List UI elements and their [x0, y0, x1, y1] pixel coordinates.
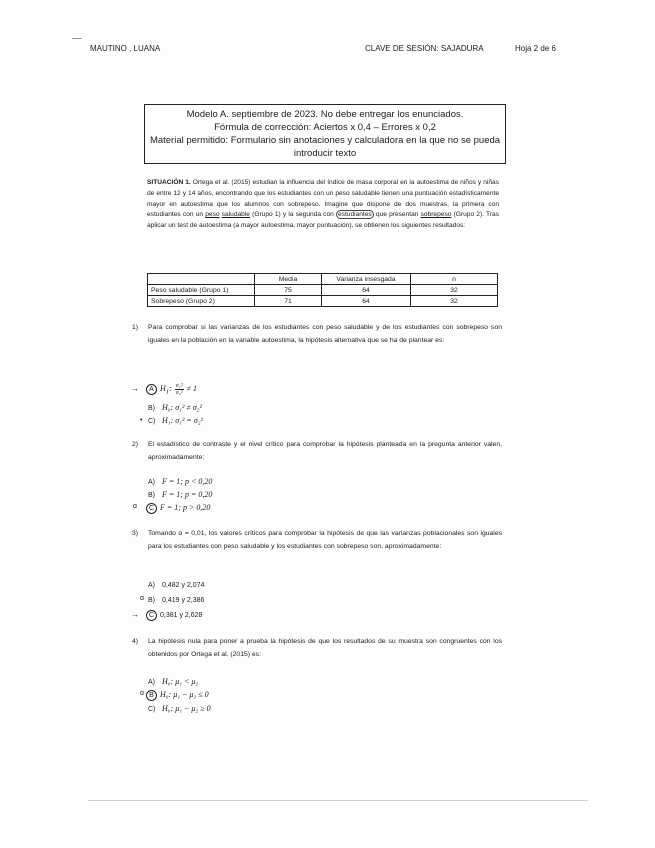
page-number: Hoja 2 de 6 — [515, 44, 556, 53]
question-number: 3) — [132, 530, 139, 537]
option-text: F = 1; p < 0,20 — [162, 477, 213, 486]
option-text: H₁: σ₁² = σ₂² — [162, 416, 203, 425]
option-text: 0,381 y 2,628 — [160, 612, 203, 619]
question-text: La hipótesis nula para poner a prueba la hipótesis de que los resultados de su muestra son congruentes con los obtenidos por Ortega et al. (2015) es: — [148, 638, 502, 658]
option-3c[interactable] — [148, 610, 202, 621]
pen-arrow: → — [131, 610, 139, 619]
table-header: Varianza insesgada — [322, 274, 411, 285]
situation-text: (Grupo 1) y la segunda con — [249, 211, 336, 219]
table-row — [148, 285, 498, 296]
question-4 — [132, 636, 502, 661]
option-math: : — [169, 384, 174, 394]
table-cell: 32 — [411, 296, 498, 307]
option-text: H₀: μ₁ < μ₂ — [162, 677, 199, 686]
table-cell: 32 — [411, 285, 498, 296]
option-3a[interactable] — [148, 581, 204, 591]
option-text: 0,482 y 2,074 — [162, 582, 205, 589]
question-1 — [132, 322, 502, 347]
question-number: 2) — [132, 441, 139, 448]
option-sub: 1 — [165, 388, 170, 396]
results-table — [147, 273, 498, 307]
table-cell: 64 — [322, 296, 411, 307]
formula-line: Fórmula de corrección: Aciertos x 0,4 – Errores x 0,2 — [214, 122, 436, 133]
option-text: H₀: μ₁ − μ₂ ≥ 0 — [162, 704, 211, 713]
question-2 — [132, 439, 502, 464]
option-2a[interactable] — [148, 477, 212, 488]
question-number: 4) — [132, 638, 139, 645]
exam-info-box — [144, 104, 506, 164]
option-letter: C) — [148, 418, 156, 425]
table-row — [148, 296, 498, 307]
answer-circle: A — [146, 384, 157, 395]
option-text: F = 1; p > 0,20 — [160, 503, 211, 512]
underlined-peso: peso — [205, 211, 220, 219]
option-1a[interactable] — [148, 383, 197, 398]
fraction-numerator: σ₁² — [175, 383, 183, 389]
student-name: MAUTINO , LUANA — [90, 44, 161, 53]
question-text: Para comprobar si las varianzas de los estudiantes con peso saludable y de los estudiantes con sobrepeso son iguales en la población en la variable autoestima, la hipótesis alternativa que se ha de plantear es: — [148, 324, 502, 344]
table-cell: Peso saludable (Grupo 1) — [148, 285, 255, 296]
option-letter: A) — [148, 679, 155, 686]
option-2b[interactable] — [148, 490, 212, 501]
question-number: 1) — [132, 324, 139, 331]
table-cell: 75 — [255, 285, 322, 296]
option-4a[interactable] — [148, 677, 198, 688]
fraction-denominator: σ₂² — [175, 390, 183, 396]
option-letter: A) — [148, 582, 155, 589]
pen-dot: • — [140, 417, 143, 424]
option-1c[interactable] — [148, 416, 203, 427]
page-header — [90, 44, 580, 58]
answer-circle: C — [146, 503, 157, 514]
answer-circle: B — [146, 690, 157, 701]
session-key: CLAVE DE SESIÓN: SAJADURA — [365, 44, 484, 53]
table-header — [148, 274, 255, 285]
underlined-saludable: saludable — [221, 211, 250, 219]
table-header: n — [411, 274, 498, 285]
option-text: F = 1; p = 0,20 — [162, 490, 213, 499]
option-letter: C) — [148, 706, 156, 713]
pen-alpha: ɑ — [133, 503, 137, 510]
situation-label: SITUACIÓN 1. — [147, 179, 191, 186]
option-2c[interactable] — [148, 503, 210, 514]
table-cell: Sobrepeso (Grupo 2) — [148, 296, 255, 307]
pen-alpha: ɑ — [140, 595, 144, 602]
option-4c[interactable] — [148, 704, 211, 715]
option-letter: A) — [148, 479, 155, 486]
option-letter: B) — [148, 492, 155, 499]
model-line: Modelo A. septiembre de 2023. No debe entregar los enunciados. — [186, 109, 464, 120]
option-text: 0,419 y 2,386 — [162, 597, 205, 604]
question-3 — [132, 528, 502, 553]
boxed-estudiantes: estudiantes — [338, 211, 372, 219]
option-text: H₀: μ₁ − μ₂ ≤ 0 — [160, 690, 209, 699]
bottom-divider — [88, 800, 588, 801]
pen-alpha: ɑ — [140, 690, 144, 697]
option-math: ≠ 1 — [184, 384, 198, 394]
underlined-sobrepeso: sobrepeso — [420, 211, 452, 219]
option-3b[interactable] — [148, 596, 204, 606]
question-text: El estadístico de contraste y el nivel crítico para comprobar la hipótesis planteada en la pregunta anterior valen, aproximadamente: — [148, 441, 502, 461]
material-line: Material permitido: Formulario sin anotaciones y calculadora en la que no se pueda introducir texto — [149, 135, 501, 159]
option-1b[interactable] — [148, 403, 202, 414]
table-cell: 64 — [322, 285, 411, 296]
table-header-row — [148, 274, 498, 285]
option-4b[interactable] — [148, 690, 209, 701]
situation-text: (Grupo 2). Tras aplicar un test de autoestima (a mayor autoestima, mayor puntuación), se obtienen los siguientes resultados: — [147, 211, 499, 230]
option-letter: B) — [148, 597, 155, 604]
question-text: Tomando α = 0,01, los valores críticos para comprobar la hipótesis de que las varianzas poblacionales son iguales para los estudiantes con peso saludable y los estudiantes con sobrepeso son, aproximadamente: — [148, 530, 502, 550]
variance-fraction — [175, 383, 184, 396]
option-text: H₀: σ₁² ≠ σ₂² — [162, 403, 202, 412]
situation-statement — [147, 178, 499, 232]
situation-text: que presentan — [373, 211, 421, 219]
option-math: H — [160, 384, 166, 394]
table-header: Media — [255, 274, 322, 285]
edge-mark — [72, 38, 82, 39]
option-letter: B) — [148, 405, 155, 412]
situation-text: Ortega et al. (2015) estudian la influencia del índice de masa corporal en la autoestima de niños y niñas de entre 12 y 14 años, encontrando que los estudiantes con un peso saludable tienen una puntuación estadísticamente mayor en autoestima que los alumnos con sobrepeso. Imagine que dispone de dos muestras, la primera con estudiantes con un — [147, 179, 499, 219]
answer-circle: C — [146, 610, 157, 621]
table-cell: 71 — [255, 296, 322, 307]
pen-arrow: → — [131, 384, 139, 393]
